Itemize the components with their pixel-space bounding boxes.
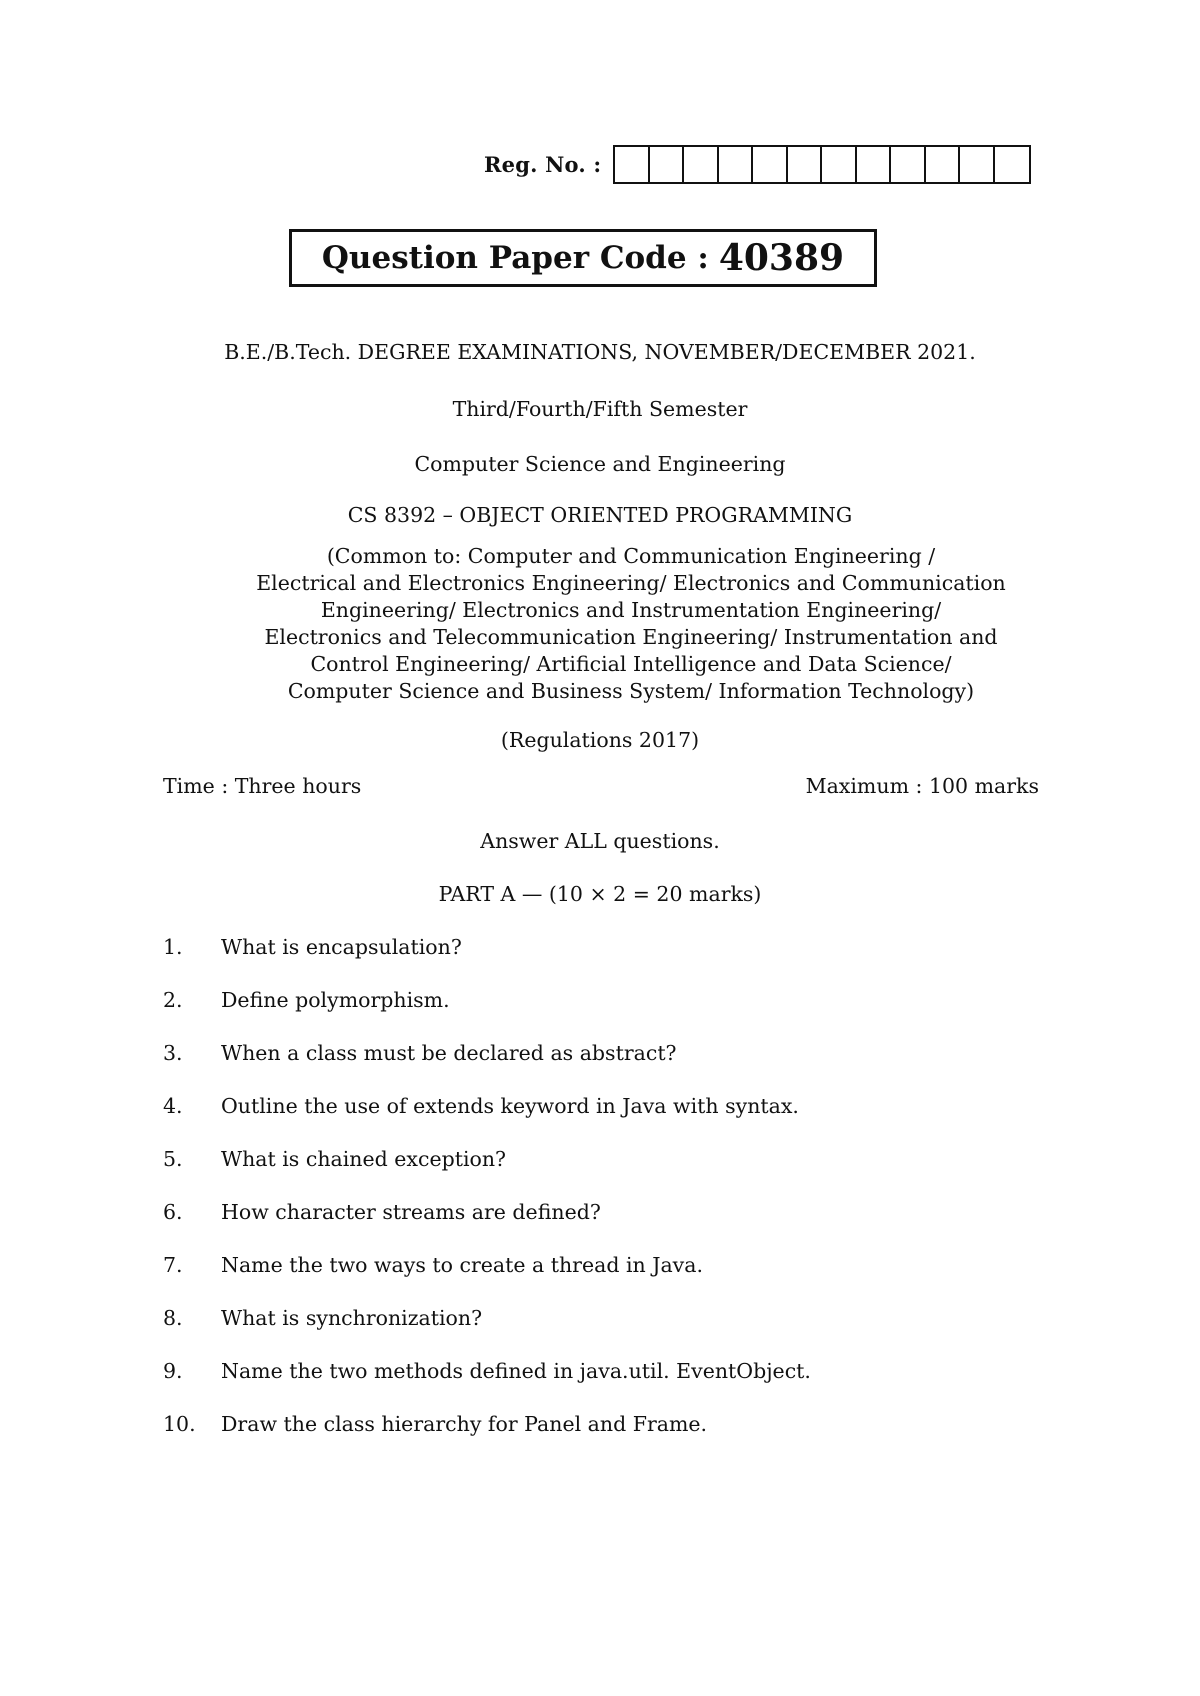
question-number: 3.	[163, 1041, 183, 1065]
question-item	[163, 1358, 1063, 1411]
reg-number-box	[615, 147, 650, 182]
question-number: 8.	[163, 1306, 183, 1330]
reg-number-box	[926, 147, 961, 182]
question-item	[163, 1252, 1063, 1305]
question-text: What is encapsulation?	[221, 935, 462, 959]
question-text: Define polymorphism.	[221, 988, 450, 1012]
question-text: What is chained exception?	[221, 1147, 507, 1171]
question-text: Name the two ways to create a thread in Java.	[221, 1253, 703, 1277]
regulations-line: (Regulations 2017)	[500, 728, 700, 752]
question-number: 5.	[163, 1147, 183, 1171]
part-a-heading: PART A — (10 × 2 = 20 marks)	[438, 882, 762, 906]
question-number: 7.	[163, 1253, 183, 1277]
question-text: How character streams are defined?	[221, 1200, 601, 1224]
reg-number-label: Reg. No. :	[484, 152, 602, 177]
question-list	[163, 934, 1063, 1464]
common-to-line: Computer Science and Business System/ Information Technology)	[287, 679, 975, 703]
reg-number-box	[822, 147, 857, 182]
reg-number-box	[891, 147, 926, 182]
course-line: CS 8392 – OBJECT ORIENTED PROGRAMMING	[347, 503, 853, 527]
question-item	[163, 1093, 1063, 1146]
reg-number-box	[995, 147, 1030, 182]
time-label: Time : Three hours	[163, 774, 362, 798]
reg-number-box	[960, 147, 995, 182]
question-number: 1.	[163, 935, 183, 959]
question-item	[163, 1040, 1063, 1093]
question-number: 10.	[163, 1412, 196, 1436]
max-marks-label: Maximum : 100 marks	[805, 774, 1039, 798]
common-to-block	[0, 543, 1200, 705]
common-to-line: Electronics and Telecommunication Engineering/ Instrumentation and	[264, 625, 998, 649]
question-text: Outline the use of extends keyword in Java with syntax.	[221, 1094, 799, 1118]
question-text: When a class must be declared as abstract?	[221, 1041, 677, 1065]
reg-number-box	[719, 147, 754, 182]
reg-number-box	[788, 147, 823, 182]
reg-number-box	[857, 147, 892, 182]
question-paper-code-box	[289, 229, 877, 287]
reg-number-box	[684, 147, 719, 182]
question-number: 6.	[163, 1200, 183, 1224]
question-item	[163, 1411, 1063, 1464]
question-item	[163, 1199, 1063, 1252]
question-number: 9.	[163, 1359, 183, 1383]
reg-number-row	[484, 145, 1031, 184]
time-marks-row	[163, 773, 1039, 800]
common-to-line: Engineering/ Electronics and Instrumentation Engineering/	[320, 598, 942, 622]
question-text: Draw the class hierarchy for Panel and Frame.	[221, 1412, 708, 1436]
reg-number-box	[753, 147, 788, 182]
question-number: 4.	[163, 1094, 183, 1118]
instruction-line: Answer ALL questions.	[480, 829, 720, 853]
question-number: 2.	[163, 988, 183, 1012]
question-text: What is synchronization?	[221, 1306, 483, 1330]
question-paper-code-value: 40389	[718, 237, 845, 279]
semester-line: Third/Fourth/Fifth Semester	[452, 397, 748, 421]
question-item	[163, 1305, 1063, 1358]
common-to-line: (Common to: Computer and Communication Engineering /	[326, 544, 936, 568]
question-text: Name the two methods defined in java.util. EventObject.	[221, 1359, 811, 1383]
question-item	[163, 987, 1063, 1040]
department-line: Computer Science and Engineering	[414, 452, 786, 476]
reg-number-boxes	[613, 145, 1031, 184]
common-to-line: Electrical and Electronics Engineering/ Electronics and Communication	[256, 571, 1006, 595]
question-item	[163, 1146, 1063, 1199]
question-paper-code-label: Question Paper Code :	[321, 240, 709, 276]
degree-line: B.E./B.Tech. DEGREE EXAMINATIONS, NOVEMBER/DECEMBER 2021.	[224, 340, 976, 364]
question-item	[163, 934, 1063, 987]
common-to-line: Control Engineering/ Artificial Intelligence and Data Science/	[310, 652, 952, 676]
reg-number-box	[650, 147, 685, 182]
